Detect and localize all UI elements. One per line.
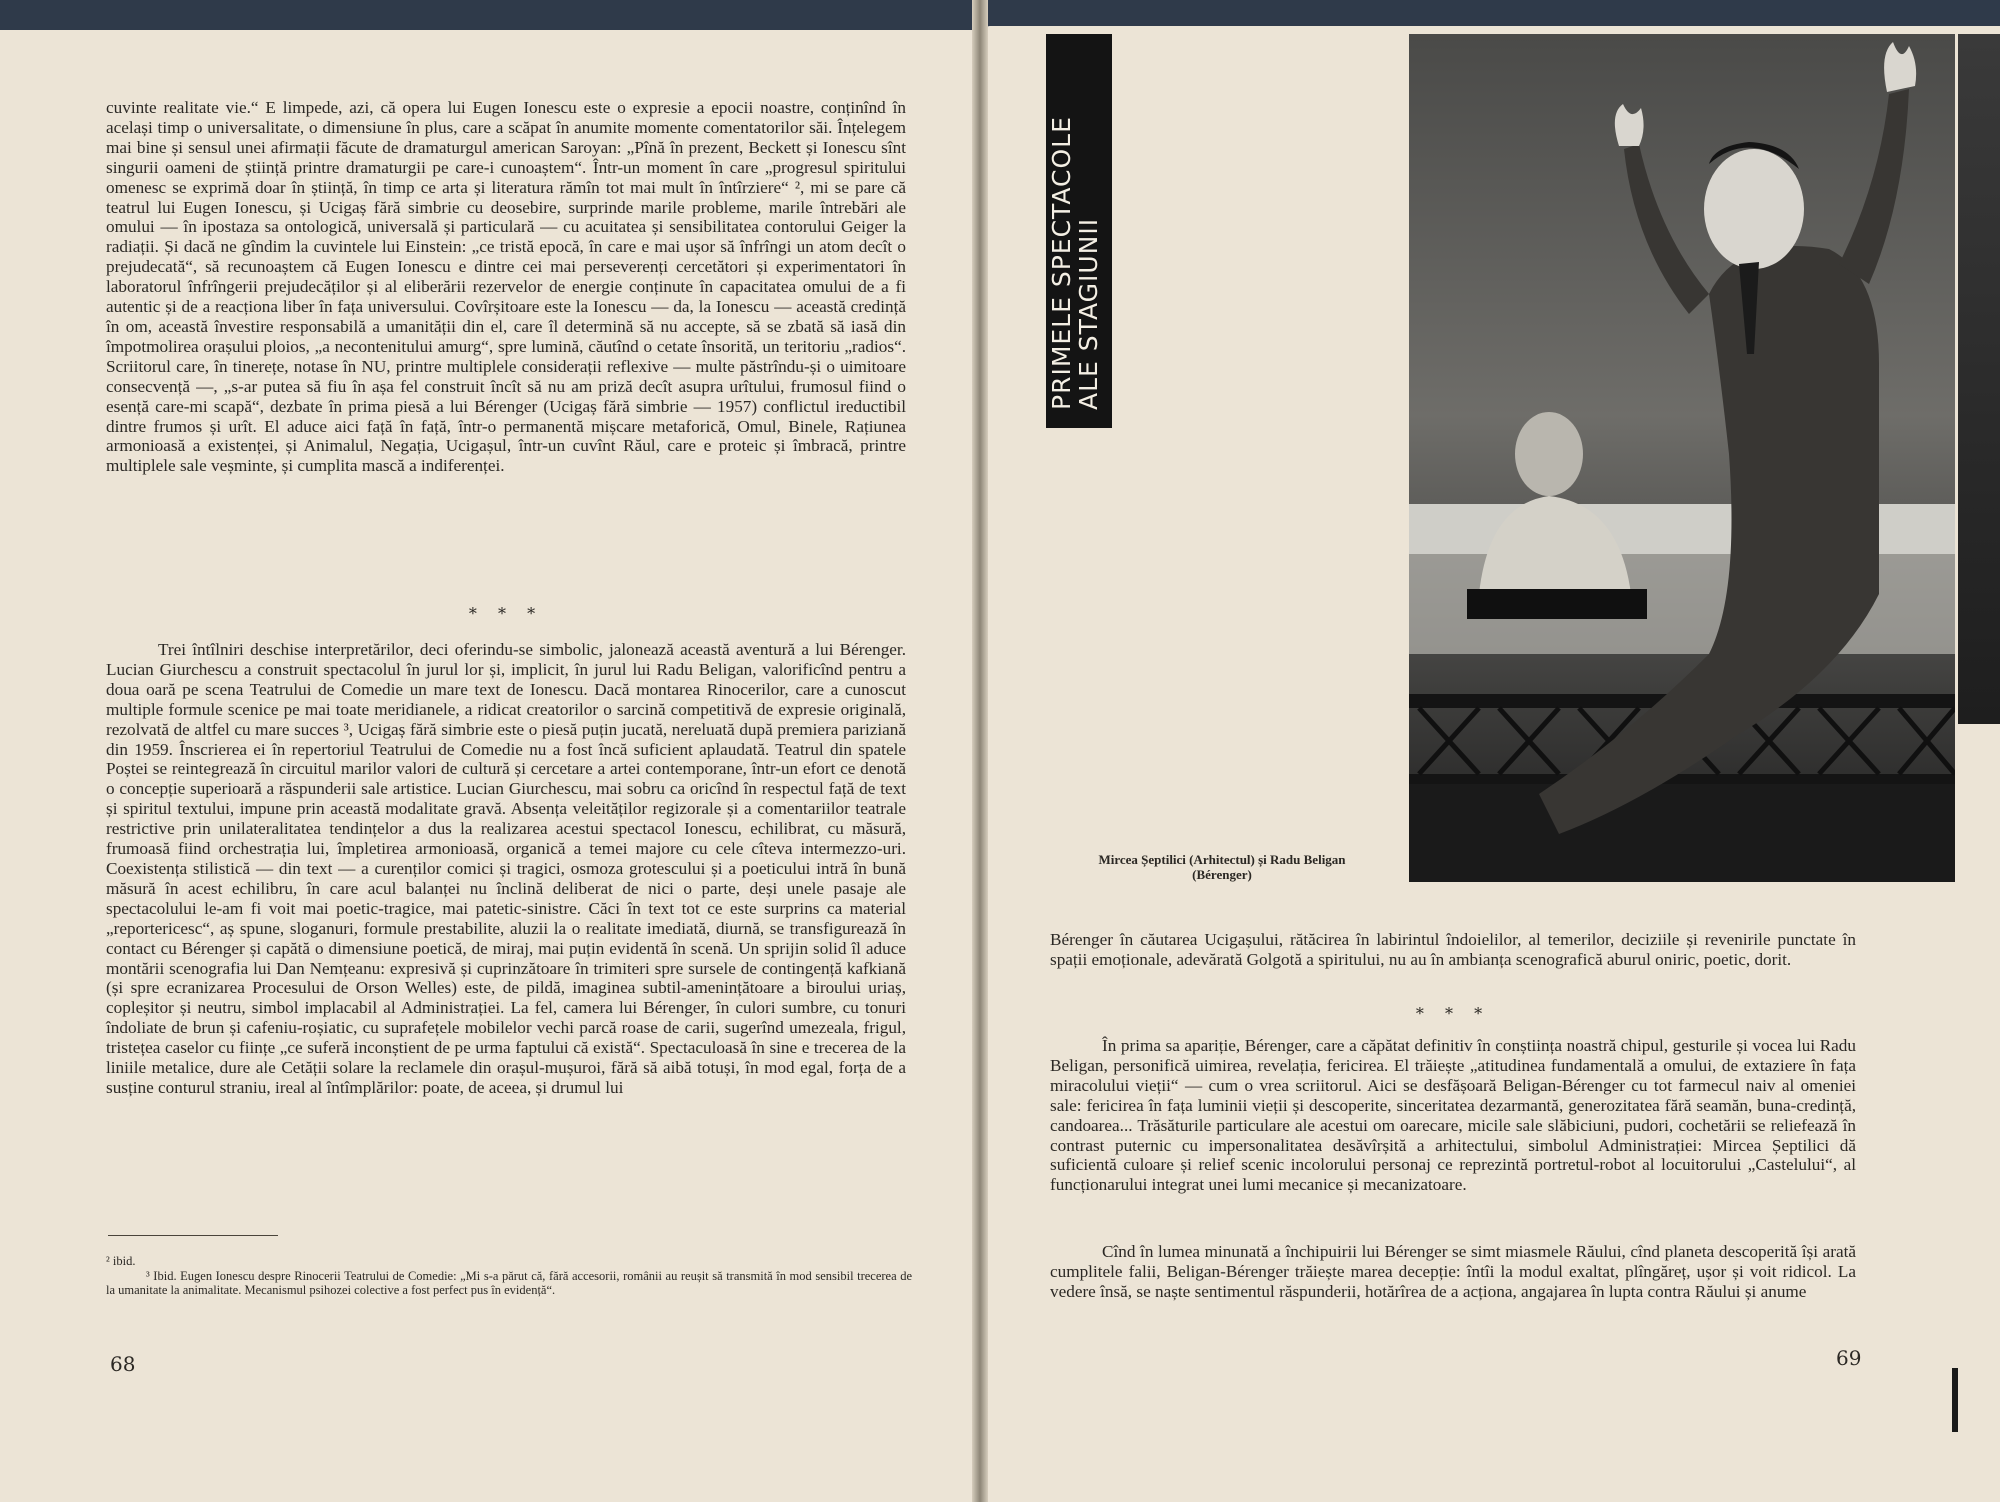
right-section-divider: * * *: [1415, 1004, 1491, 1023]
right-paragraph-2: În prima sa apariție, Bérenger, care a căpătat definitiv în conștiința noastră chipul, gesturile și vocea lui Radu Beligan, personifică uimirea, revelația, fericirea. El trăiește „atitudinea fundamentală a omului, de extaziere în fața miracolului vieții“ — cum o vrea scriitorul. Aici se desfășoară Beligan-Bérenger cu tot farmecul naiv al omeniei sale: fericirea în fața luminii vieții și descoperite, sinceritatea dezarmantă, generozitatea fără seamăn, buna-credință, candoarea... Trăsăturile particulare ale acestui om oarecare, micile sale slăbiciuni, pudori, cochetării se reliefează în contrast puternic cu impersonalitatea desăvîrșită a arhitectului, simbolul Administrației: Mircea Șeptilici dă suficientă culoare și relief scenic incolorului personaj ce reprezintă portretul-robot al locuitorului „Castelului“, al funcționarului integrat unei lumi mecanice și mecanizatoare.: [1050, 1036, 1856, 1195]
footnotes: [106, 1254, 912, 1298]
right-paragraph-3: Cînd în lumea minunată a închipuirii lui Bérenger se simt miasmele Răului, cînd planeta descoperită își arată cumplitele falii, Beligan-Bérenger trăiește marea decepție: întîi la modul exaltat, plîngăreț, ușor și voit ridicol. La vedere însă, se naște sentimentul răspunderii, hotărîrea de a acționa, angajarea în lupta contra Răului și anume: [1050, 1242, 1856, 1301]
photo-caption-line-2: (Bérenger): [1192, 867, 1252, 882]
section-label-line-1: PRIMELE SPECTACOLE: [1047, 116, 1076, 410]
left-section-divider: * * *: [468, 604, 544, 623]
photo-caption: [1048, 852, 1396, 882]
footnote-rule: [108, 1235, 278, 1236]
photo-caption-line-1: Mircea Șeptilici (Arhitectul) și Radu Beligan: [1098, 852, 1346, 867]
right-paragraph-1: Bérenger în căutarea Ucigașului, rătăcirea în labirintul îndoielilor, al temerilor, deciziile și revenirile punctate în spații emoționale, adevărată Golgotă a spiritului, nu au în ambianța scenografică aburul oniric, poetic, dorit.: [1050, 930, 1856, 969]
footnote-2: ² ibid.: [106, 1254, 136, 1268]
left-paragraph-2: Trei întîlniri deschise interpretărilor, deci oferindu-se simbolic, jalonează această aventură a lui Bérenger. Lucian Giurchescu a construit spectacolul în jurul lor și, implicit, în jurul lui Radu Beligan, valorificînd pentru a doua oară pe scena Teatrului de Comedie un mare text de Ionescu. Dacă montarea Rinocerilor, care a cunoscut multiple formule scenice pe mai toate meridianele, a ridicat creatorilor o sarcină competitivă de expresie originală, rezolvată de altfel cu mare succes ³, Ucigaș fără simbrie este o piesă puțin jucată, nereluată după premiera pariziană din 1959. Înscrierea ei în repertoriul Teatrului de Comedie nu a fost încă suficient aplaudată. Teatrul din spatele Poștei se reintegrează în circuitul marilor valori de cultură și cercetare a artei contemporane, într-un efort ce denotă o concepție superioară a răspunderii sale artistice. Lucian Giurchescu, mai sobru ca oricînd în respectul față de text și spiritul textului, impune prin această modalitate gravă. Absența veleităților regizorale și a comentariilor teatrale restrictive prin unilateralitatea tendințelor a dus la realizarea acestui spectacol Ionescu, echilibrat, cu măsură, frumoasă fiind orchestrația lui, împletirea armonioasă, organică a temei majore cu cele cîteva intermezzo-uri. Coexistența stilistică — din text — a curenților comici și tragici, osmoza grotescului și a poeticului intră în bună măsură în acest echilibru, în care acul balanței nu înclină deliberat de nici o parte, deși unele pasaje ale spectacolului le-am fi voit mai poetic-tragice, mai patetic-sinistre. Căci în text tot ce este surprins ca material „reportericesc“, aș spune, sloganuri, formule prestabilite, aluzii la o realitate imediată, diurnă, se transfigurează în contact cu Bérenger și capătă o dimensiune poetică, de miraj, mai puțin evidentă în scenă. Un sprijin solid îl aduce montării scenografia lui Dan Nemțeanu: expresivă și cuprinzătoare în trimiteri spre sursele de contingență kafkiană (și spre ecranizarea Procesului de Orson Welles) este, de pildă, imaginea subtil-amenințătoare a biroului uriaș, copleșitor și neutru, simbol implacabil al Administrației. La fel, camera lui Bérenger, în culori sumbre, cu tonuri îndoliate de brun și cafeniu-roșiatic, cu suprafețele mobilelor vechi parcă roase de carii, sugerînd umezeala, frigul, tristețea caselor cu ființe „ce suferă inconștient de pe urma faptului că există“. Spectaculoasă în sine e trecerea de la liniile metalice, dure ale Cetății solare la reclamele din orașul-mușuroi, fără să aibă totuși, în mod egal, forța de a susține conturul straniu, ireal al întîmplărilor: poate, de aceea, și drumul lui: [106, 640, 906, 1097]
section-label: [1048, 30, 1102, 410]
page-edge-mark: [1952, 1368, 1958, 1432]
left-paragraph-1: cuvinte realitate vie.“ E limpede, azi, că opera lui Eugen Ionescu este o expresie a epocii noastre, conținînd în același timp o universalitate, o dimensiune în plus, care a scăpat în anumite momente comentatorilor săi. Înțelegem mai bine și sensul unei afirmații făcute de dramaturgul american Saroyan: „Pînă în prezent, Beckett și Ionescu sînt singurii oameni de știință printre dramaturgii pe care-i cunoaștem“. Într-un moment în care „progresul spiritului omenesc se exprimă doar în știință, în timp ce arta și literatura rămîn tot mai mult în întîrziere“ ², mi se pare că teatrul lui Eugen Ionescu, și Ucigaș fără simbrie cu deosebire, surprinde marile probleme, marile întrebări ale omului — în ipostaza sa ontologică, universală și particulară — cu acuitatea și sensibilitatea contorului Geiger la radiații. Și dacă ne gîndim la cuvintele lui Einstein: „ce tristă epocă, în care e mai ușor să înfrîngi un atom decît o prejudecată“, să recunoaștem că Eugen Ionescu e dintre cei mai perseverenți cercetători și experimentatori în laboratorul înfrîngerii prejudecăților și al eliberării rezervelor de energie conținute în capacitatea omului de a fi autentic și de a reacționa liber în fața universului. Covîrșitoare este la Ionescu — da, la Ionescu — această credință în om, această învestire responsabilă a umanității din el, care îl determină să nu accepte, să se zbată să iasă din împotmolirea orașului ploios, „a necontenitului amurg“, spre lumină, căutînd o cetate însorită, un teritoriu „radios“. Scriitorul care, în tinerețe, notase în NU, printre multiplele considerații reflexive — multe păstrîndu-și o uimitoare consecvență —, „s-ar putea să fiu în așa fel construit încît să nu am priză decît asupra urîtului, frumosul fiind o esență care-mi scapă“, dezbate în prima piesă a lui Bérenger (Ucigaș fără simbrie — 1957) conflictul ireductibil dintre frumos și urît. El aduce aici față în față, într-o permanentă mișcare metaforică, Omul, Binele, Rațiunea armonioasă a existenței, și Animalul, Negația, Ucigașul, într-un cuvînt Răul, care e proteic și îmbracă, printre multiplele sale veșminte, și cumplita mască a indiferenței.: [106, 98, 906, 476]
section-label-line-2: ALE STAGIUNII: [1074, 217, 1103, 410]
right-page-number: 69: [1836, 1346, 1862, 1370]
footnote-3: ³ Ibid. Eugen Ionescu despre Rinocerii Teatrului de Comedie: „Mi s-a părut că, fără accesorii, românii au reușit să transmită în mod sensibil trecerea de la umanitate la animalitate. Mecanismul psihozei colective a fost perfect pus în evidență“.: [106, 1268, 912, 1297]
left-page-number: 68: [110, 1352, 136, 1376]
adjacent-photo-edge: [1958, 34, 2000, 724]
stage-photo-illustration: [1409, 34, 1955, 882]
book-spine: [972, 0, 988, 1502]
stage-photo: [1409, 34, 1955, 882]
